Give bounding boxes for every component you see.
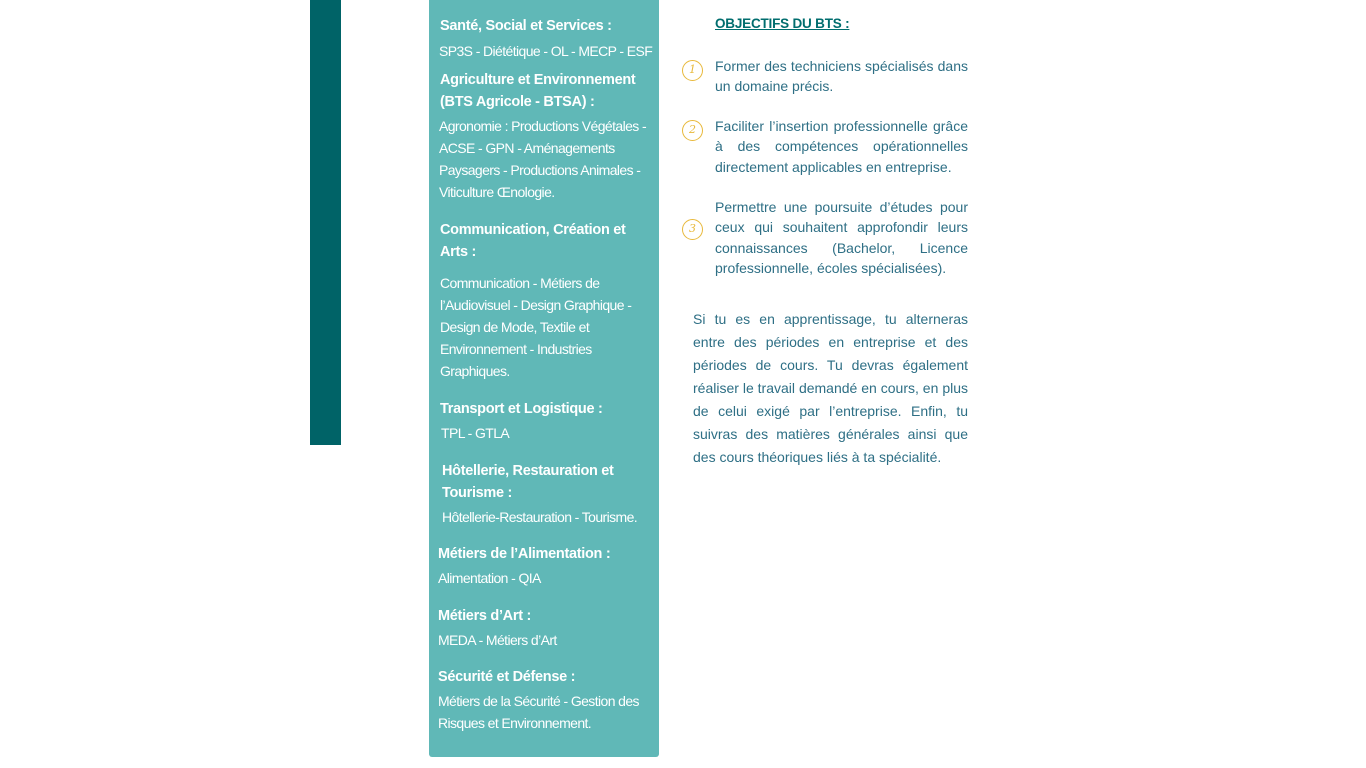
sector-title-agriculture: Agriculture et Environnement (BTS Agricole - BTSA) :	[440, 72, 636, 110]
sector-list-alimentation: Alimentation - QIA	[438, 570, 541, 586]
decorative-teal-bar	[310, 0, 341, 445]
number-three-icon: 3	[682, 219, 703, 240]
sector-title-securite: Sécurité et Défense :	[438, 669, 576, 685]
bts-sectors-panel	[429, 0, 659, 757]
apprenticeship-paragraph: Si tu es en apprentissage, tu alterneras entre des périodes en entreprise et des périodes de cours. Tu devras également réaliser le travail demandé en cours, en plus de celui exigé par l’entreprise. Enfin, tu suivras des matières générales ainsi que des cours théoriques liés à ta spécialité.	[693, 311, 968, 465]
number-two-icon: 2	[682, 120, 703, 141]
sector-list-transport: TPL - GTLA	[441, 425, 510, 441]
objective-text-3: Permettre une poursuite d’études pour ceux qui souhaitent approfondir leurs connaissances (Bachelor, Licence professionnelle, écoles spécialisées).	[715, 199, 968, 276]
sector-list-metiers-art: MEDA - Métiers d’Art	[438, 632, 557, 648]
sector-title-metiers-art: Métiers d’Art :	[438, 608, 531, 624]
sector-list-communication: Communication - Métiers de l’Audiovisuel - Design Graphique - Design de Mode, Textile et Environnement - Industries Graphiques.	[440, 275, 632, 379]
sector-title-transport: Transport et Logistique :	[440, 401, 603, 417]
sector-list-agriculture: Agronomie : Productions Végétales - ACSE - GPN - Aménagements Paysagers - Productions Animales - Viticulture Œnologie.	[439, 118, 647, 200]
sector-title-communication: Communication, Création et Arts :	[440, 222, 626, 260]
sector-list-sante: SP3S - Diététique - OL - MECP - ESF	[439, 43, 653, 59]
sector-list-securite: Métiers de la Sécurité - Gestion des Risques et Environnement.	[438, 693, 639, 731]
sector-title-hotellerie: Hôtellerie, Restauration et Tourisme :	[442, 463, 614, 501]
objective-text-2: Faciliter l’insertion professionnelle grâce à des compétences opérationnelles directement applicables en entreprise.	[715, 118, 968, 175]
number-one-icon: 1	[682, 60, 703, 81]
sector-list-hotellerie: Hôtellerie-Restauration - Tourisme.	[442, 509, 638, 525]
objective-text-1: Former des techniciens spécialisés dans un domaine précis.	[715, 58, 968, 95]
sector-title-alimentation: Métiers de l’Alimentation :	[438, 546, 611, 562]
sector-title-sante: Santé, Social et Services :	[440, 18, 612, 34]
objectives-heading: OBJECTIFS DU BTS :	[715, 16, 850, 31]
